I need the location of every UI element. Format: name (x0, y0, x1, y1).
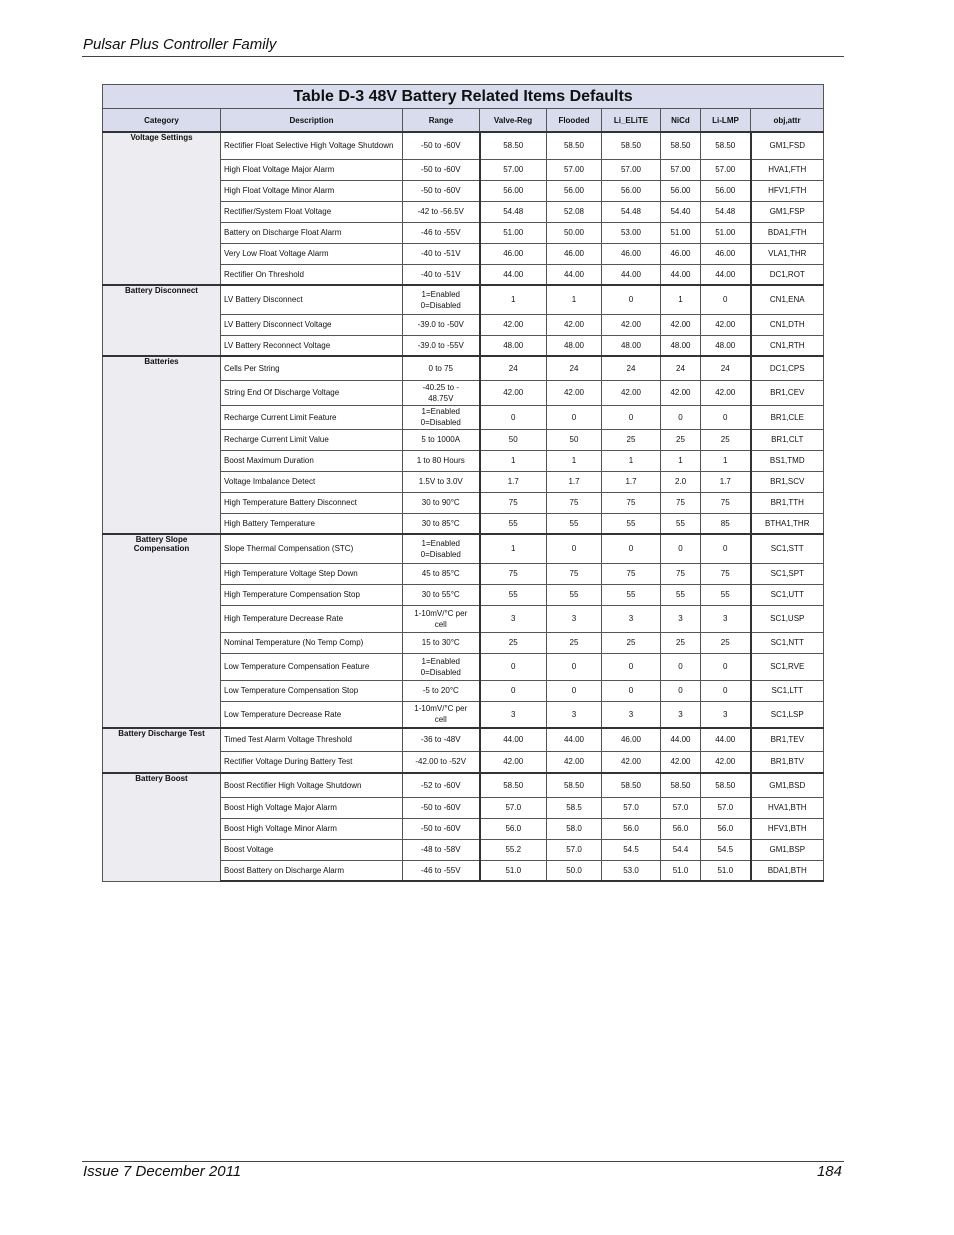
valve-reg-cell: 0 (480, 680, 547, 701)
nicd-cell: 0 (661, 534, 701, 563)
range-cell: 1=Enabled 0=Disabled (403, 405, 480, 429)
description-cell: Nominal Temperature (No Temp Comp) (221, 632, 403, 653)
column-header: Flooded (547, 109, 602, 133)
flooded-cell: 56.00 (547, 180, 602, 201)
li-lmp-cell: 75 (701, 492, 751, 513)
li-elite-cell: 56.0 (602, 818, 661, 839)
range-cell: -39.0 to -50V (403, 314, 480, 335)
valve-reg-cell: 55.2 (480, 839, 547, 860)
range-cell: 30 to 55°C (403, 584, 480, 605)
flooded-cell: 58.50 (547, 132, 602, 159)
header-divider (82, 56, 844, 57)
li-lmp-cell: 51.00 (701, 222, 751, 243)
description-cell: High Temperature Decrease Rate (221, 605, 403, 632)
description-cell: Recharge Current Limit Value (221, 429, 403, 450)
description-cell: Boost Rectifier High Voltage Shutdown (221, 773, 403, 797)
valve-reg-cell: 42.00 (480, 751, 547, 773)
nicd-cell: 58.50 (661, 132, 701, 159)
valve-reg-cell: 57.00 (480, 159, 547, 180)
range-cell: 15 to 30°C (403, 632, 480, 653)
range-cell: 30 to 85°C (403, 513, 480, 534)
li-lmp-cell: 48.00 (701, 335, 751, 356)
column-header: Range (403, 109, 480, 133)
obj-attr-cell: BTHA1,THR (751, 513, 824, 534)
nicd-cell: 44.00 (661, 264, 701, 285)
table-row (103, 285, 824, 314)
li-lmp-cell: 55 (701, 584, 751, 605)
nicd-cell: 0 (661, 653, 701, 680)
valve-reg-cell: 42.00 (480, 380, 547, 405)
description-cell: Slope Thermal Compensation (STC) (221, 534, 403, 563)
table-title: Table D-3 48V Battery Related Items Defaults (103, 85, 824, 109)
description-cell: String End Of Discharge Voltage (221, 380, 403, 405)
li-elite-cell: 58.50 (602, 773, 661, 797)
valve-reg-cell: 51.00 (480, 222, 547, 243)
li-lmp-cell: 58.50 (701, 773, 751, 797)
range-cell: -50 to -60V (403, 818, 480, 839)
valve-reg-cell: 0 (480, 653, 547, 680)
valve-reg-cell: 3 (480, 701, 547, 728)
valve-reg-cell: 75 (480, 563, 547, 584)
li-elite-cell: 42.00 (602, 314, 661, 335)
obj-attr-cell: BR1,CLT (751, 429, 824, 450)
obj-attr-cell: SC1,LTT (751, 680, 824, 701)
li-elite-cell: 46.00 (602, 728, 661, 751)
flooded-cell: 42.00 (547, 751, 602, 773)
li-elite-cell: 57.0 (602, 797, 661, 818)
column-header: obj,attr (751, 109, 824, 133)
range-cell: -40 to -51V (403, 264, 480, 285)
nicd-cell: 75 (661, 492, 701, 513)
flooded-cell: 55 (547, 584, 602, 605)
flooded-cell: 50.0 (547, 860, 602, 881)
flooded-cell: 44.00 (547, 728, 602, 751)
column-header: NiCd (661, 109, 701, 133)
description-cell: LV Battery Reconnect Voltage (221, 335, 403, 356)
li-elite-cell: 0 (602, 405, 661, 429)
flooded-cell: 46.00 (547, 243, 602, 264)
category-cell: Battery Disconnect (103, 285, 221, 356)
valve-reg-cell: 44.00 (480, 264, 547, 285)
li-lmp-cell: 56.0 (701, 818, 751, 839)
nicd-cell: 55 (661, 513, 701, 534)
li-lmp-cell: 57.0 (701, 797, 751, 818)
description-cell: Timed Test Alarm Voltage Threshold (221, 728, 403, 751)
nicd-cell: 42.00 (661, 380, 701, 405)
flooded-cell: 55 (547, 513, 602, 534)
li-lmp-cell: 0 (701, 534, 751, 563)
li-lmp-cell: 1 (701, 450, 751, 471)
li-elite-cell: 42.00 (602, 751, 661, 773)
li-lmp-cell: 75 (701, 563, 751, 584)
description-cell: Boost Maximum Duration (221, 450, 403, 471)
li-elite-cell: 75 (602, 492, 661, 513)
obj-attr-cell: BDA1,FTH (751, 222, 824, 243)
description-cell: LV Battery Disconnect Voltage (221, 314, 403, 335)
flooded-cell: 0 (547, 405, 602, 429)
obj-attr-cell: BR1,TTH (751, 492, 824, 513)
li-lmp-cell: 44.00 (701, 728, 751, 751)
table-row (103, 773, 824, 797)
valve-reg-cell: 1 (480, 285, 547, 314)
li-elite-cell: 46.00 (602, 243, 661, 264)
obj-attr-cell: SC1,SPT (751, 563, 824, 584)
nicd-cell: 1 (661, 450, 701, 471)
li-elite-cell: 25 (602, 632, 661, 653)
obj-attr-cell: DC1,CPS (751, 356, 824, 380)
obj-attr-cell: GM1,BSD (751, 773, 824, 797)
valve-reg-cell: 42.00 (480, 314, 547, 335)
li-elite-cell: 53.0 (602, 860, 661, 881)
obj-attr-cell: SC1,NTT (751, 632, 824, 653)
obj-attr-cell: CN1,RTH (751, 335, 824, 356)
flooded-cell: 57.00 (547, 159, 602, 180)
li-elite-cell: 56.00 (602, 180, 661, 201)
range-cell: 1.5V to 3.0V (403, 471, 480, 492)
range-cell: -50 to -60V (403, 797, 480, 818)
column-header: Category (103, 109, 221, 133)
li-elite-cell: 42.00 (602, 380, 661, 405)
range-cell: 1 to 80 Hours (403, 450, 480, 471)
li-lmp-cell: 42.00 (701, 751, 751, 773)
obj-attr-cell: BS1,TMD (751, 450, 824, 471)
valve-reg-cell: 58.50 (480, 773, 547, 797)
flooded-cell: 58.0 (547, 818, 602, 839)
flooded-cell: 50 (547, 429, 602, 450)
valve-reg-cell: 1 (480, 534, 547, 563)
li-lmp-cell: 0 (701, 653, 751, 680)
li-elite-cell: 75 (602, 563, 661, 584)
valve-reg-cell: 50 (480, 429, 547, 450)
page-header-title: Pulsar Plus Controller Family (83, 36, 277, 53)
nicd-cell: 55 (661, 584, 701, 605)
nicd-cell: 24 (661, 356, 701, 380)
flooded-cell: 50.00 (547, 222, 602, 243)
nicd-cell: 75 (661, 563, 701, 584)
table-body (103, 132, 824, 881)
nicd-cell: 54.4 (661, 839, 701, 860)
obj-attr-cell: BR1,SCV (751, 471, 824, 492)
description-cell: Battery on Discharge Float Alarm (221, 222, 403, 243)
li-lmp-cell: 1.7 (701, 471, 751, 492)
nicd-cell: 58.50 (661, 773, 701, 797)
nicd-cell: 48.00 (661, 335, 701, 356)
li-lmp-cell: 51.0 (701, 860, 751, 881)
li-elite-cell: 57.00 (602, 159, 661, 180)
li-lmp-cell: 42.00 (701, 314, 751, 335)
range-cell: -40 to -51V (403, 243, 480, 264)
description-cell: Recharge Current Limit Feature (221, 405, 403, 429)
valve-reg-cell: 44.00 (480, 728, 547, 751)
li-lmp-cell: 42.00 (701, 380, 751, 405)
description-cell: High Float Voltage Major Alarm (221, 159, 403, 180)
li-elite-cell: 1.7 (602, 471, 661, 492)
description-cell: Boost High Voltage Major Alarm (221, 797, 403, 818)
li-lmp-cell: 57.00 (701, 159, 751, 180)
description-cell: Rectifier Float Selective High Voltage Shutdown (221, 132, 403, 159)
range-cell: 1=Enabled 0=Disabled (403, 653, 480, 680)
nicd-cell: 25 (661, 632, 701, 653)
category-cell: Batteries (103, 356, 221, 534)
valve-reg-cell: 55 (480, 584, 547, 605)
category-cell: Battery Slope Compensation (103, 534, 221, 728)
flooded-cell: 58.50 (547, 773, 602, 797)
nicd-cell: 46.00 (661, 243, 701, 264)
li-elite-cell: 53.00 (602, 222, 661, 243)
li-elite-cell: 3 (602, 605, 661, 632)
valve-reg-cell: 55 (480, 513, 547, 534)
range-cell: -48 to -58V (403, 839, 480, 860)
description-cell: High Float Voltage Minor Alarm (221, 180, 403, 201)
obj-attr-cell: SC1,UTT (751, 584, 824, 605)
nicd-cell: 42.00 (661, 314, 701, 335)
flooded-cell: 3 (547, 701, 602, 728)
valve-reg-cell: 0 (480, 405, 547, 429)
obj-attr-cell: HVA1,BTH (751, 797, 824, 818)
li-elite-cell: 55 (602, 513, 661, 534)
nicd-cell: 2.0 (661, 471, 701, 492)
li-lmp-cell: 3 (701, 605, 751, 632)
valve-reg-cell: 1 (480, 450, 547, 471)
column-header-row (103, 109, 824, 133)
nicd-cell: 0 (661, 405, 701, 429)
li-lmp-cell: 54.5 (701, 839, 751, 860)
footer-page-number: 184 (816, 1163, 842, 1180)
obj-attr-cell: HFV1,FTH (751, 180, 824, 201)
nicd-cell: 56.00 (661, 180, 701, 201)
flooded-cell: 3 (547, 605, 602, 632)
flooded-cell: 75 (547, 492, 602, 513)
obj-attr-cell: GM1,FSD (751, 132, 824, 159)
flooded-cell: 48.00 (547, 335, 602, 356)
flooded-cell: 75 (547, 563, 602, 584)
description-cell: High Temperature Compensation Stop (221, 584, 403, 605)
flooded-cell: 52.08 (547, 201, 602, 222)
range-cell: 30 to 90°C (403, 492, 480, 513)
category-cell: Battery Discharge Test (103, 728, 221, 773)
valve-reg-cell: 48.00 (480, 335, 547, 356)
column-header: Valve-Reg (480, 109, 547, 133)
range-cell: 5 to 1000A (403, 429, 480, 450)
li-lmp-cell: 58.50 (701, 132, 751, 159)
valve-reg-cell: 24 (480, 356, 547, 380)
range-cell: -52 to -60V (403, 773, 480, 797)
description-cell: Very Low Float Voltage Alarm (221, 243, 403, 264)
table-row (103, 356, 824, 380)
nicd-cell: 1 (661, 285, 701, 314)
obj-attr-cell: GM1,BSP (751, 839, 824, 860)
flooded-cell: 1.7 (547, 471, 602, 492)
li-elite-cell: 58.50 (602, 132, 661, 159)
category-cell: Voltage Settings (103, 132, 221, 285)
range-cell: -42 to -56.5V (403, 201, 480, 222)
obj-attr-cell: BR1,CLE (751, 405, 824, 429)
table-row (103, 728, 824, 751)
range-cell: -42.00 to -52V (403, 751, 480, 773)
li-lmp-cell: 3 (701, 701, 751, 728)
nicd-cell: 42.00 (661, 751, 701, 773)
obj-attr-cell: CN1,ENA (751, 285, 824, 314)
nicd-cell: 3 (661, 605, 701, 632)
valve-reg-cell: 3 (480, 605, 547, 632)
obj-attr-cell: CN1,DTH (751, 314, 824, 335)
nicd-cell: 44.00 (661, 728, 701, 751)
range-cell: -50 to -60V (403, 132, 480, 159)
range-cell: 1-10mV/°C per cell (403, 605, 480, 632)
range-cell: -39.0 to -55V (403, 335, 480, 356)
valve-reg-cell: 54.48 (480, 201, 547, 222)
obj-attr-cell: BDA1,BTH (751, 860, 824, 881)
flooded-cell: 25 (547, 632, 602, 653)
obj-attr-cell: DC1,ROT (751, 264, 824, 285)
valve-reg-cell: 57.0 (480, 797, 547, 818)
range-cell: -50 to -60V (403, 180, 480, 201)
flooded-cell: 58.5 (547, 797, 602, 818)
column-header: Li-LMP (701, 109, 751, 133)
obj-attr-cell: SC1,RVE (751, 653, 824, 680)
description-cell: Low Temperature Decrease Rate (221, 701, 403, 728)
obj-attr-cell: HFV1,BTH (751, 818, 824, 839)
column-header: Li_ELiTE (602, 109, 661, 133)
valve-reg-cell: 51.0 (480, 860, 547, 881)
footer-divider (82, 1161, 844, 1162)
flooded-cell: 0 (547, 680, 602, 701)
range-cell: -46 to -55V (403, 860, 480, 881)
valve-reg-cell: 46.00 (480, 243, 547, 264)
li-elite-cell: 3 (602, 701, 661, 728)
li-lmp-cell: 24 (701, 356, 751, 380)
flooded-cell: 1 (547, 450, 602, 471)
li-lmp-cell: 0 (701, 405, 751, 429)
valve-reg-cell: 56.00 (480, 180, 547, 201)
description-cell: Low Temperature Compensation Stop (221, 680, 403, 701)
obj-attr-cell: GM1,FSP (751, 201, 824, 222)
li-elite-cell: 54.48 (602, 201, 661, 222)
description-cell: Rectifier/System Float Voltage (221, 201, 403, 222)
range-cell: 1=Enabled 0=Disabled (403, 285, 480, 314)
range-cell: -46 to -55V (403, 222, 480, 243)
valve-reg-cell: 56.0 (480, 818, 547, 839)
description-cell: High Battery Temperature (221, 513, 403, 534)
range-cell: 1-10mV/°C per cell (403, 701, 480, 728)
nicd-cell: 25 (661, 429, 701, 450)
description-cell: Boost Battery on Discharge Alarm (221, 860, 403, 881)
description-cell: Boost Voltage (221, 839, 403, 860)
battery-defaults-table (102, 84, 824, 882)
li-elite-cell: 25 (602, 429, 661, 450)
valve-reg-cell: 1.7 (480, 471, 547, 492)
description-cell: LV Battery Disconnect (221, 285, 403, 314)
nicd-cell: 56.0 (661, 818, 701, 839)
obj-attr-cell: SC1,STT (751, 534, 824, 563)
flooded-cell: 1 (547, 285, 602, 314)
range-cell: 45 to 85°C (403, 563, 480, 584)
li-elite-cell: 0 (602, 680, 661, 701)
description-cell: Rectifier Voltage During Battery Test (221, 751, 403, 773)
description-cell: Cells Per String (221, 356, 403, 380)
description-cell: High Temperature Voltage Step Down (221, 563, 403, 584)
li-lmp-cell: 46.00 (701, 243, 751, 264)
obj-attr-cell: SC1,LSP (751, 701, 824, 728)
valve-reg-cell: 58.50 (480, 132, 547, 159)
obj-attr-cell: BR1,BTV (751, 751, 824, 773)
li-elite-cell: 24 (602, 356, 661, 380)
range-cell: -50 to -60V (403, 159, 480, 180)
li-lmp-cell: 0 (701, 680, 751, 701)
description-cell: Low Temperature Compensation Feature (221, 653, 403, 680)
li-lmp-cell: 25 (701, 632, 751, 653)
nicd-cell: 51.0 (661, 860, 701, 881)
obj-attr-cell: HVA1,FTH (751, 159, 824, 180)
table-row (103, 534, 824, 563)
li-elite-cell: 48.00 (602, 335, 661, 356)
description-cell: Voltage Imbalance Detect (221, 471, 403, 492)
li-lmp-cell: 56.00 (701, 180, 751, 201)
li-elite-cell: 55 (602, 584, 661, 605)
footer-issue: Issue 7 December 2011 (83, 1163, 242, 1180)
flooded-cell: 44.00 (547, 264, 602, 285)
range-cell: -40.25 to - 48.75V (403, 380, 480, 405)
table-row (103, 132, 824, 159)
nicd-cell: 54.40 (661, 201, 701, 222)
li-elite-cell: 44.00 (602, 264, 661, 285)
flooded-cell: 0 (547, 534, 602, 563)
description-cell: Rectifier On Threshold (221, 264, 403, 285)
li-lmp-cell: 44.00 (701, 264, 751, 285)
nicd-cell: 51.00 (661, 222, 701, 243)
li-lmp-cell: 25 (701, 429, 751, 450)
range-cell: -5 to 20°C (403, 680, 480, 701)
flooded-cell: 42.00 (547, 314, 602, 335)
flooded-cell: 57.0 (547, 839, 602, 860)
nicd-cell: 0 (661, 680, 701, 701)
li-lmp-cell: 54.48 (701, 201, 751, 222)
flooded-cell: 24 (547, 356, 602, 380)
li-elite-cell: 0 (602, 285, 661, 314)
obj-attr-cell: BR1,TEV (751, 728, 824, 751)
range-cell: 1=Enabled 0=Disabled (403, 534, 480, 563)
li-elite-cell: 1 (602, 450, 661, 471)
li-elite-cell: 54.5 (602, 839, 661, 860)
range-cell: 0 to 75 (403, 356, 480, 380)
nicd-cell: 57.0 (661, 797, 701, 818)
column-header: Description (221, 109, 403, 133)
li-lmp-cell: 85 (701, 513, 751, 534)
description-cell: Boost High Voltage Minor Alarm (221, 818, 403, 839)
li-elite-cell: 0 (602, 534, 661, 563)
range-cell: -36 to -48V (403, 728, 480, 751)
obj-attr-cell: BR1,CEV (751, 380, 824, 405)
flooded-cell: 42.00 (547, 380, 602, 405)
category-cell: Battery Boost (103, 773, 221, 881)
valve-reg-cell: 75 (480, 492, 547, 513)
description-cell: High Temperature Battery Disconnect (221, 492, 403, 513)
obj-attr-cell: SC1,USP (751, 605, 824, 632)
li-lmp-cell: 0 (701, 285, 751, 314)
li-elite-cell: 0 (602, 653, 661, 680)
nicd-cell: 57.00 (661, 159, 701, 180)
valve-reg-cell: 25 (480, 632, 547, 653)
nicd-cell: 3 (661, 701, 701, 728)
obj-attr-cell: VLA1,THR (751, 243, 824, 264)
flooded-cell: 0 (547, 653, 602, 680)
